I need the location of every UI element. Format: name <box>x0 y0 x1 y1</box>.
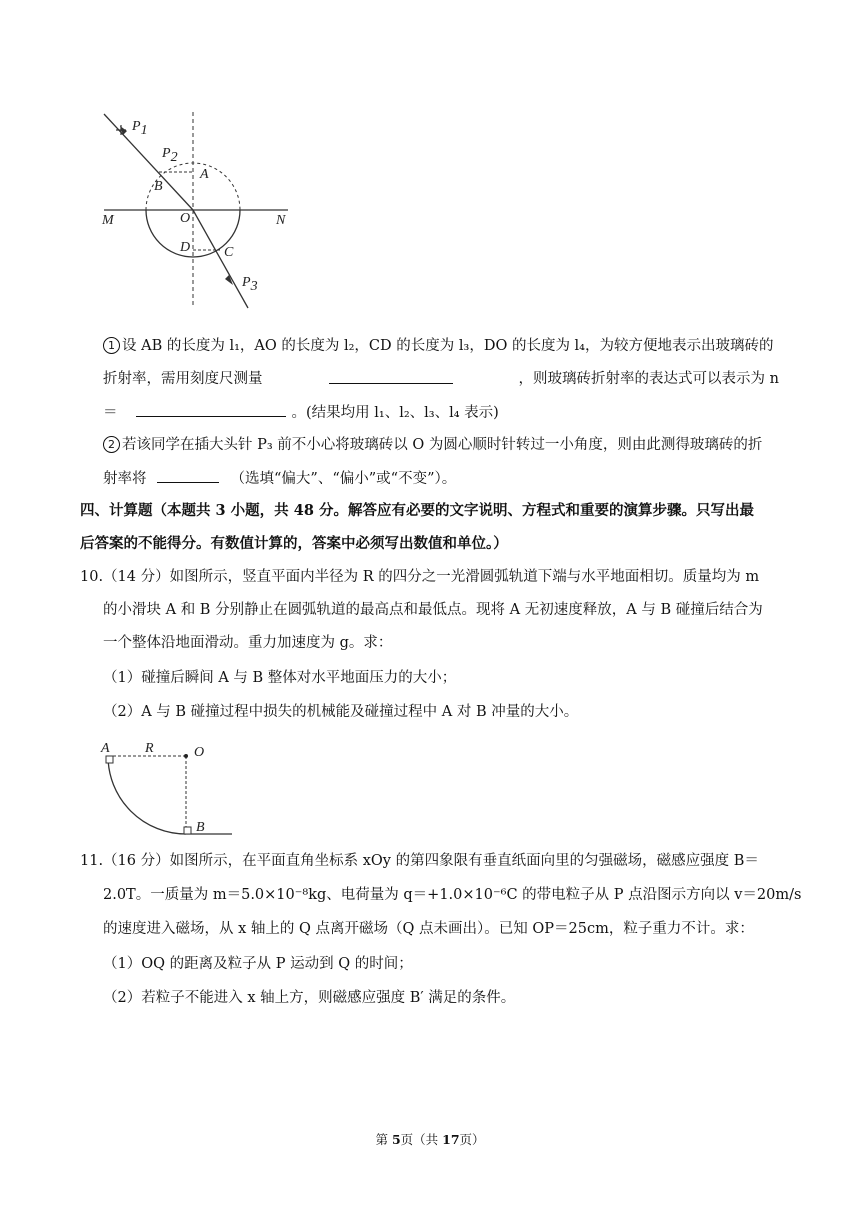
q9-part2-line1: 2 若该同学在插大头针 P₃ 前不小心将玻璃砖以 O 为圆心顺时针转过一小角度，则由此测得玻璃砖的折 <box>103 435 762 455</box>
q10-line2: 的小滑块 A 和 B 分别静止在圆弧轨道的最高点和最低点。现将 A 无初速度释放，A 与 B 碰撞后结合为 <box>103 602 763 618</box>
q10-line1: 10.（14 分）如图所示，竖直平面内半径为 R 的四分之一光滑圆弧轨道下端与水平地面相切。质量均为 m <box>80 569 760 585</box>
label-d: D <box>180 240 191 255</box>
label-n: N <box>276 213 286 228</box>
q10-sub2: （2）A 与 B 碰撞过程中损失的机械能及碰撞过程中 A 对 B 冲量的大小。 <box>103 704 579 720</box>
q11-sub2: （2）若粒子不能进入 x 轴上方，则磁感应强度 B′ 满足的条件。 <box>103 990 516 1006</box>
blank-result[interactable] <box>157 468 219 483</box>
page-total: 17 <box>442 1132 460 1147</box>
q9-part1-line3: ＝ 。(结果均用 l₁、l₂、l₃、l₄ 表示) <box>103 402 499 423</box>
refracted-ray <box>193 210 248 308</box>
refraction-figure <box>96 108 296 313</box>
label-p2: P2 <box>162 146 178 165</box>
page-footer: 第 5页（共 17页） <box>375 1132 485 1147</box>
q11-line2: 2.0T。一质量为 m＝5.0×10⁻⁸kg、电荷量为 q＝+1.0×10⁻⁶C 的带电粒子从 P 点沿图示方向以 v＝20m/s <box>103 887 802 903</box>
section4-heading-line1: 四、计算题（本题共 3 小题，共 48 分。解答应有必要的文字说明、方程式和重要的演算步骤。只写出最 <box>80 502 754 519</box>
q10-sub1: （1）碰撞后瞬间 A 与 B 整体对水平地面压力的大小； <box>103 670 457 686</box>
center-point <box>184 754 188 758</box>
q9-part2-line2: 射率将 （选填“偏大”、“偏小”或“不变”）。 <box>103 468 456 489</box>
label-a: A <box>200 167 209 182</box>
block-a <box>106 756 113 763</box>
label-b: B <box>154 179 163 194</box>
section4-heading-line2: 后答案的不能得分。有数值计算的，答案中必须写出数值和单位。） <box>80 535 508 552</box>
q11-sub1: （1）OQ 的距离及粒子从 P 运动到 Q 的时间； <box>103 956 413 972</box>
circled-number-2: 2 <box>103 436 120 453</box>
arc-track <box>108 756 186 834</box>
label-r: R <box>145 741 154 756</box>
label-p1: P1 <box>132 119 148 138</box>
page-number: 5 <box>391 1132 401 1147</box>
block-b <box>184 827 191 834</box>
q9-part1-line2: 折射率，需用刻度尺测量 ，则玻璃砖折射率的表达式可以表示为 n <box>103 371 779 387</box>
q10-line3: 一个整体沿地面滑动。重力加速度为 g。求： <box>103 635 393 651</box>
label-c: C <box>224 245 234 260</box>
quarter-arc-figure <box>98 736 234 840</box>
label-o: O <box>180 211 191 226</box>
circled-number-1: 1 <box>103 337 120 354</box>
q9-part1-line1: 1 设 AB 的长度为 l₁，AO 的长度为 l₂，CD 的长度为 l₃，DO 的长度为 l₄，为较方便地表示出玻璃砖的 <box>103 336 774 356</box>
label-b: B <box>196 820 205 835</box>
blank-expression[interactable] <box>136 402 286 417</box>
label-m: M <box>102 213 114 228</box>
label-o: O <box>194 745 205 760</box>
blank-measure[interactable] <box>329 369 453 384</box>
q11-line3: 的速度进入磁场，从 x 轴上的 Q 点离开磁场（Q 点未画出）。已知 OP＝25cm，粒子重力不计。求： <box>103 921 754 937</box>
label-a: A <box>101 741 110 756</box>
q11-line1: 11.（16 分）如图所示，在平面直角坐标系 xOy 的第四象限有垂直纸面向里的匀强磁场，磁感应强度 B＝ <box>80 853 759 869</box>
label-p3: P3 <box>242 275 258 294</box>
